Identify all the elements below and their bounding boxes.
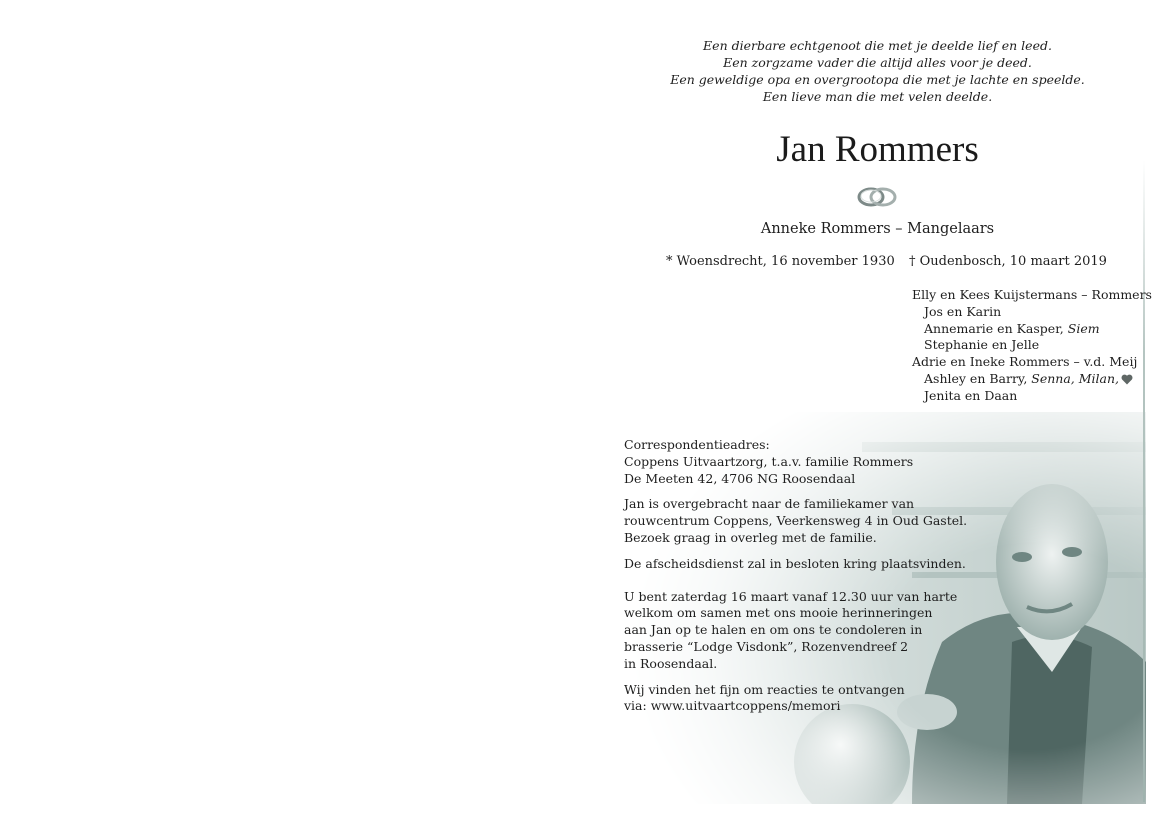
poem-line: Een geweldige opa en overgrootopa die met je lachte en speelde. bbox=[670, 72, 1085, 87]
address-line: De Meeten 42, 4706 NG Roosendaal bbox=[624, 470, 856, 486]
info-line: Jan is overgebracht naar de familiekamer van bbox=[624, 496, 915, 512]
info-line: aan Jan op te halen en om ons te condoleren in bbox=[624, 622, 923, 638]
family-member bbox=[912, 321, 1152, 338]
info-line: rouwcentrum Coppens, Veerkensweg 4 in Oud Gastel. bbox=[624, 513, 968, 529]
reactions-info bbox=[624, 682, 967, 716]
memori-link[interactable]: via: www.uitvaartcoppens/memori bbox=[624, 698, 841, 714]
deceased-name: Jan Rommers bbox=[776, 129, 979, 170]
visit-info bbox=[624, 496, 967, 546]
info-line: Bezoek graag in overleg met de familie. bbox=[624, 529, 877, 545]
death-info: † Oudenbosch, 10 maart 2019 bbox=[909, 254, 1107, 269]
card-edge bbox=[1143, 160, 1145, 802]
wedding-rings-icon bbox=[855, 182, 899, 212]
correspondence-label: Correspondentieadres: bbox=[624, 437, 770, 452]
family-couple: Annemarie en Kasper, bbox=[924, 320, 1064, 336]
info-line: brasserie “Lodge Visdonk”, Rozenvendreef 2 bbox=[624, 638, 909, 654]
poem-line: Een lieve man die met velen deelde. bbox=[762, 89, 993, 104]
practical-info bbox=[624, 437, 967, 724]
birth-info: * Woensdrecht, 16 november 1930 bbox=[666, 254, 895, 269]
memorial-poem bbox=[660, 37, 1095, 105]
family-member: Jenita en Daan bbox=[924, 387, 1018, 403]
info-line: in Roosendaal. bbox=[624, 655, 718, 671]
family-member: Stephanie en Jelle bbox=[924, 337, 1040, 353]
heart-icon bbox=[1121, 374, 1133, 385]
poem-line: Een dierbare echtgenoot die met je deelde lief en leed. bbox=[703, 38, 1052, 53]
grandchildren-names: Siem bbox=[1067, 320, 1100, 336]
spouse-name: Anneke Rommers – Mangelaars bbox=[760, 221, 995, 237]
family-member: Adrie en Ineke Rommers – v.d. Meij bbox=[912, 354, 1138, 370]
info-line: De afscheidsdienst zal in besloten kring plaatsvinden. bbox=[624, 555, 966, 571]
correspondence-address bbox=[624, 437, 967, 487]
family-member bbox=[912, 371, 1152, 388]
invitation-info bbox=[624, 589, 967, 673]
info-line: Wij vinden het fijn om reacties te ontvangen bbox=[624, 681, 905, 697]
family-member: Elly en Kees Kuijstermans – Rommers bbox=[912, 287, 1152, 302]
poem-line: Een zorgzame vader die altijd alles voor je deed. bbox=[723, 55, 1032, 70]
family-couple: Ashley en Barry, bbox=[924, 370, 1028, 386]
family-list bbox=[912, 287, 1152, 405]
info-line: welkom om samen met ons mooie herinneringen bbox=[624, 605, 933, 621]
family-member: Jos en Karin bbox=[924, 303, 1002, 319]
info-line: U bent zaterdag 16 maart vanaf 12.30 uur van harte bbox=[624, 588, 958, 604]
address-line: Coppens Uitvaartzorg, t.a.v. familie Rommers bbox=[624, 453, 914, 469]
service-info bbox=[624, 556, 967, 573]
grandchildren-names: Senna, Milan, bbox=[1031, 370, 1120, 386]
